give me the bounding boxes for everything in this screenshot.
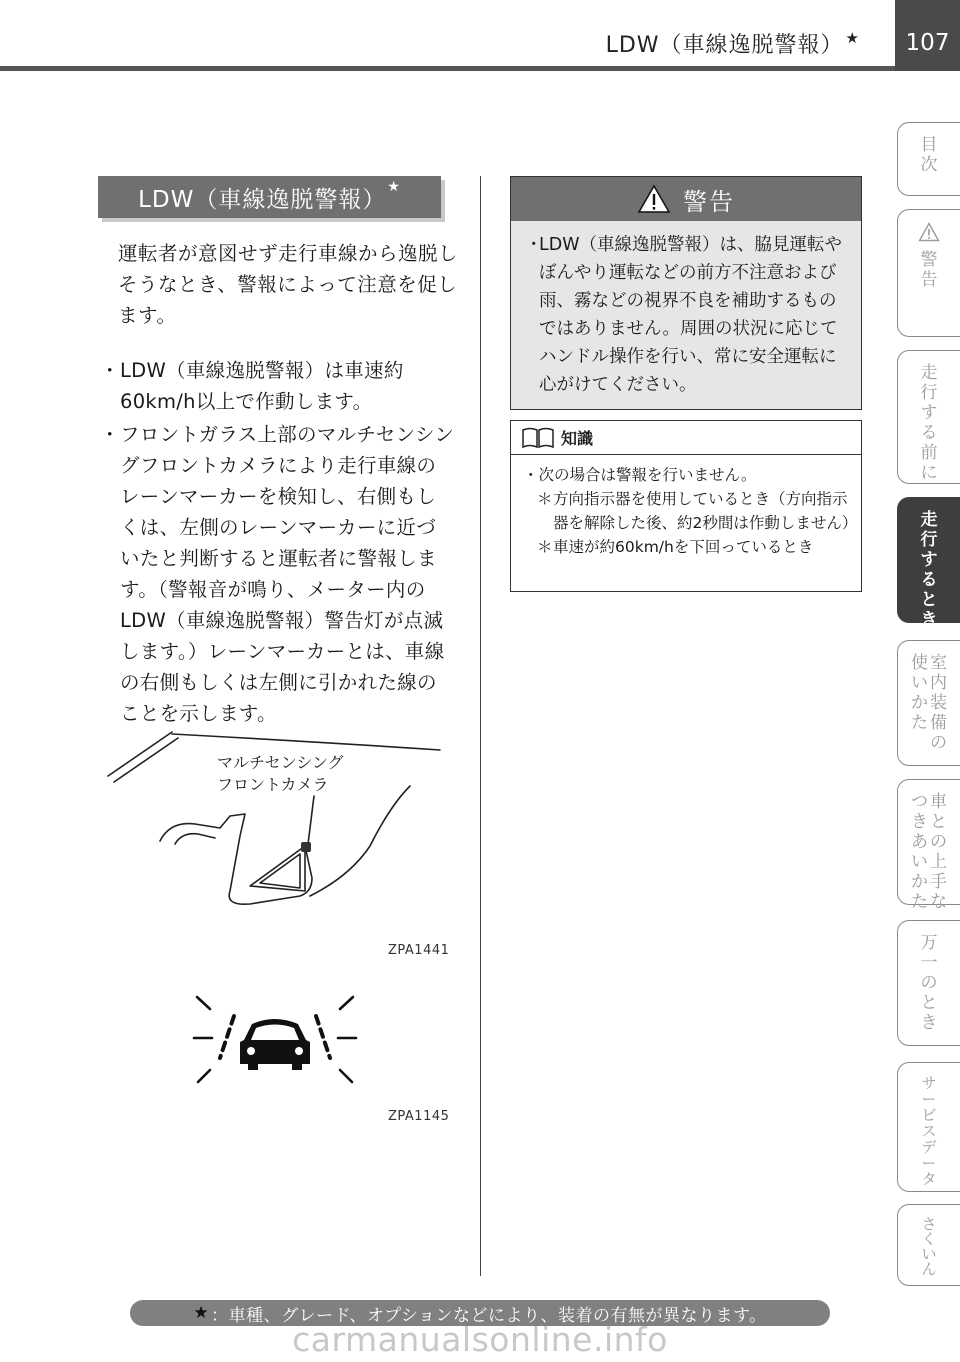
tab-char: 走	[920, 510, 938, 530]
tab-char: す	[920, 403, 938, 423]
tab-before-driving[interactable]	[897, 350, 960, 484]
page-number: 107	[895, 0, 960, 71]
knowledge-item-marker: ＊	[537, 490, 553, 508]
tab-char: 手	[930, 872, 947, 892]
knowledge-item-marker: ＊	[537, 538, 553, 556]
running-header	[606, 28, 860, 59]
footer-star: ★	[193, 1303, 210, 1323]
tab-char: 告	[920, 270, 938, 290]
section-title-star: ★	[387, 179, 401, 195]
tab-char: な	[930, 892, 947, 912]
header-rule	[0, 66, 895, 71]
tab-char: 走	[920, 363, 938, 383]
section-title-text: LDW（車線逸脱警報）	[138, 186, 387, 213]
knowledge-lead-text: 次の場合は警報を行いません。	[538, 466, 757, 484]
tab-char: 内	[930, 673, 947, 693]
tab-char: か	[911, 693, 928, 713]
tab-service-data[interactable]	[897, 1062, 960, 1192]
tab-warnings[interactable]	[897, 209, 960, 337]
knowledge-box	[510, 420, 862, 592]
warning-marker: ・	[525, 235, 543, 255]
tab-char: た	[911, 713, 928, 733]
tab-char: に	[920, 463, 938, 483]
tab-char: さ	[921, 1215, 937, 1233]
tab-char: い	[911, 673, 928, 693]
header-title-text: LDW（車線逸脱警報）	[605, 33, 844, 58]
tab-char: の	[930, 832, 947, 852]
warning-text: LDW（車線逸脱警報）は、脇見運転やぼんやり運転などの前方不注意および雨、霧などの視界不良を補助するものではありません。周囲の状況に応じてハンドル操作を行い、常に安全運転に心がけてください。	[539, 235, 843, 395]
warning-body	[511, 221, 861, 399]
tab-char: ス	[921, 1122, 937, 1140]
tab-char: タ	[921, 1170, 937, 1188]
tab-char: 万	[920, 933, 938, 953]
warning-box	[510, 176, 862, 410]
tab-char: つ	[911, 792, 928, 812]
tab-char: ー	[921, 1090, 937, 1108]
tab-char: 車	[930, 792, 947, 812]
tab-char: か	[911, 872, 928, 892]
tab-char: る	[920, 570, 938, 590]
book-icon	[521, 427, 555, 449]
tab-char: ビ	[921, 1106, 937, 1124]
knowledge-item-text: 車速が約60km/hを下回っているとき	[553, 538, 814, 556]
warning-triangle-icon	[637, 184, 671, 214]
knowledge-header	[511, 421, 861, 455]
figure-code: ZPA1145	[388, 1109, 450, 1124]
section-title	[98, 176, 441, 218]
tab-while-driving[interactable]	[897, 497, 960, 630]
knowledge-item	[523, 535, 853, 559]
tab-char: と	[920, 993, 938, 1013]
column-divider	[480, 176, 481, 1276]
tab-char: い	[911, 852, 928, 872]
tab-index[interactable]	[897, 1204, 960, 1286]
tab-contents[interactable]	[897, 122, 960, 196]
knowledge-lead-marker: ・	[523, 466, 539, 484]
camera-illustration	[100, 726, 460, 916]
tab-char: 次	[920, 155, 938, 175]
warning-header	[511, 177, 861, 221]
tab-car-relationship[interactable]	[897, 779, 960, 912]
tab-char: ん	[921, 1260, 937, 1278]
tab-char: の	[930, 733, 947, 753]
tab-char: 上	[930, 852, 947, 872]
ldw-indicator-icon	[190, 990, 360, 1090]
tab-char: 警	[920, 250, 938, 270]
tab-char: 室	[930, 653, 947, 673]
figure-code: ZPA1441	[388, 943, 450, 958]
tab-char: す	[920, 550, 938, 570]
warning-triangle-icon	[918, 222, 940, 242]
tab-char: い	[921, 1245, 937, 1263]
knowledge-title: 知識	[561, 429, 594, 448]
tab-interior-equipment[interactable]	[897, 640, 960, 766]
tab-char: の	[920, 973, 938, 993]
camera-label-line1: マルチセンシング	[217, 753, 344, 772]
tab-char: 目	[920, 135, 938, 155]
intro-paragraph: 運転者が意図せず走行車線から逸脱しそうなとき、警報によって注意を促します。	[118, 242, 459, 327]
tab-emergency[interactable]	[897, 920, 960, 1046]
bullet-marker: ・	[100, 359, 120, 382]
watermark: carmanualsonline.info	[292, 1320, 668, 1359]
tab-char: き	[920, 610, 938, 630]
tab-char: あ	[911, 832, 928, 852]
bullet-text: LDW（車線逸脱警報）は車速約60km/h以上で作動します。	[120, 359, 404, 413]
tab-char: デ	[921, 1138, 937, 1156]
bullet-marker: ・	[100, 423, 120, 446]
tab-char: サ	[921, 1074, 937, 1092]
tab-char: き	[920, 1013, 938, 1033]
tab-char: 一	[920, 953, 938, 973]
tab-char: と	[930, 812, 947, 832]
tab-char: く	[921, 1230, 937, 1248]
tab-char: 行	[920, 530, 938, 550]
tab-char: 行	[920, 383, 938, 403]
tab-char: き	[911, 812, 928, 832]
knowledge-item-text: 方向指示器を使用しているとき（方向指示器を解除した後、約2秒間は作動しません）	[553, 490, 858, 532]
camera-label-line2: フロントカメラ	[217, 775, 329, 794]
tab-char: ー	[921, 1154, 937, 1172]
bullet-item	[100, 419, 455, 729]
footer-text: ：車種、グレード、オプションなどにより、装着の有無が異なります。	[211, 1305, 767, 1326]
knowledge-item	[523, 487, 858, 535]
knowledge-lead	[523, 463, 853, 487]
knowledge-body	[511, 455, 861, 559]
tab-char: 備	[930, 713, 947, 733]
bullet-item	[100, 355, 455, 417]
bullet-text: フロントガラス上部のマルチセンシングフロントカメラにより走行車線のレーンマーカーを検知し、右側もしくは、左側のレーンマーカーに近づいたと判断すると運転者に警報します。（警報音が鳴り、メーター内のLDW（車線逸脱警報）警告灯が点滅します。）レーンマーカーとは、車線の右側もしくは左側に引かれた線のことを示します。	[120, 423, 455, 725]
header-star: ★	[845, 29, 860, 47]
tab-char: 使	[911, 653, 928, 673]
tab-char: た	[911, 892, 928, 912]
bullet-list	[100, 355, 455, 731]
tab-char: る	[920, 423, 938, 443]
tab-char: 前	[920, 443, 938, 463]
warning-title: 警告	[683, 187, 735, 216]
tab-char: 装	[930, 693, 947, 713]
tab-char: と	[920, 590, 938, 610]
